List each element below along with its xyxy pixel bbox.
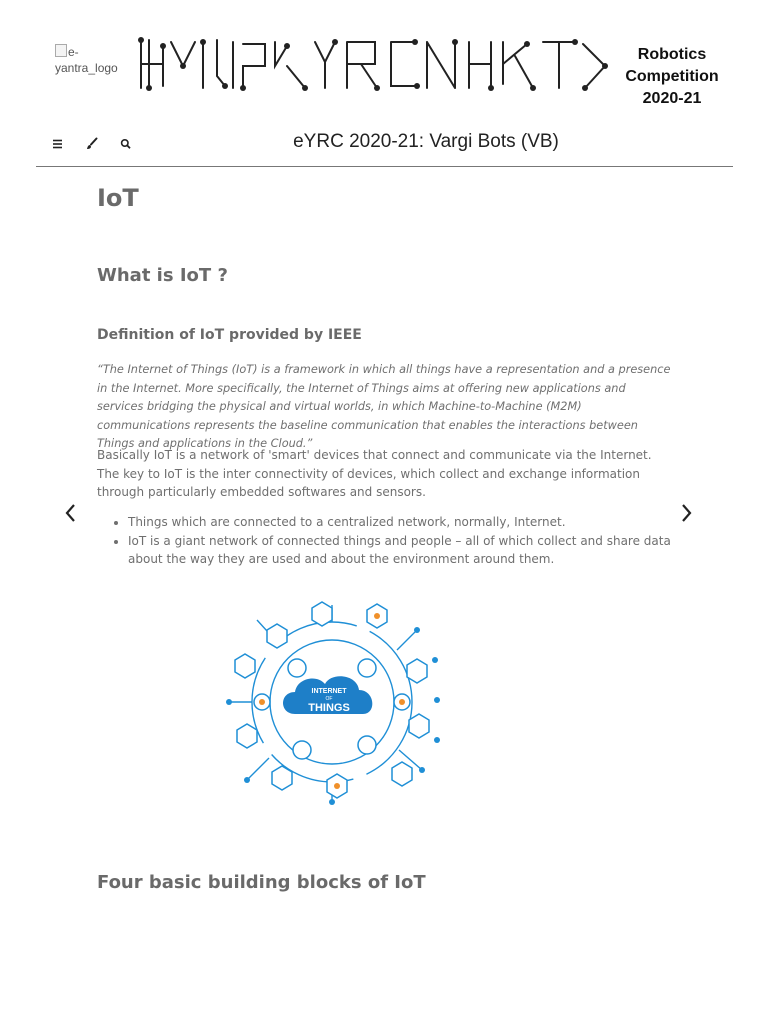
- cloud-label-line3: THINGS: [308, 702, 350, 714]
- e-yantra-logo[interactable]: e-yantra_logo: [55, 45, 118, 75]
- ieee-quote: “The Internet of Things (IoT) is a framework in which all things have a representation and a presence in the Internet. More specifically, the Internet of Things aims at offering new applications and services bridging the physical and virtual worlds, in which Machine-to-Machine (M2M) communications represents the baseline communication that enables the interactions between Things and applications in the Cloud.”: [97, 363, 671, 450]
- iot-illustration: [217, 590, 447, 815]
- cloud-label-line2: OF: [325, 696, 333, 702]
- chevron-left-icon[interactable]: [59, 500, 83, 526]
- intro-paragraph: Basically IoT is a network of 'smart' devices that connect and communicate via the Internet. The key to IoT is the inter connectivity of devices, which collect and exchange information through particularly embedded softwares and sensors.: [97, 448, 652, 499]
- list-item: • Things which are connected to a centralized network, normally, Internet.: [128, 513, 688, 532]
- brush-icon[interactable]: [82, 134, 102, 154]
- list-item: • IoT is a giant network of connected things and people – all of which collect and share data about the way they are used and about the environment around them.: [128, 532, 688, 569]
- broken-image-icon: [55, 44, 67, 57]
- eyrc-circuit-banner: [135, 36, 611, 94]
- page-title: IoT: [97, 184, 139, 212]
- hamburger-icon[interactable]: [48, 134, 68, 154]
- search-icon[interactable]: [116, 134, 136, 154]
- bullet-list: [97, 513, 688, 569]
- subheading-ieee-definition: Definition of IoT provided by IEEE: [97, 327, 362, 343]
- competition-title: Robotics Competition 2020-21: [625, 46, 719, 107]
- cloud-label-line1: INTERNET: [311, 688, 347, 695]
- book-title[interactable]: eYRC 2020-21: Vargi Bots (VB): [293, 131, 559, 152]
- section-heading-what-is-iot: What is IoT ?: [97, 265, 228, 286]
- section-heading-building-blocks: Four basic building blocks of IoT: [97, 872, 426, 893]
- book-toolbar: [36, 122, 733, 167]
